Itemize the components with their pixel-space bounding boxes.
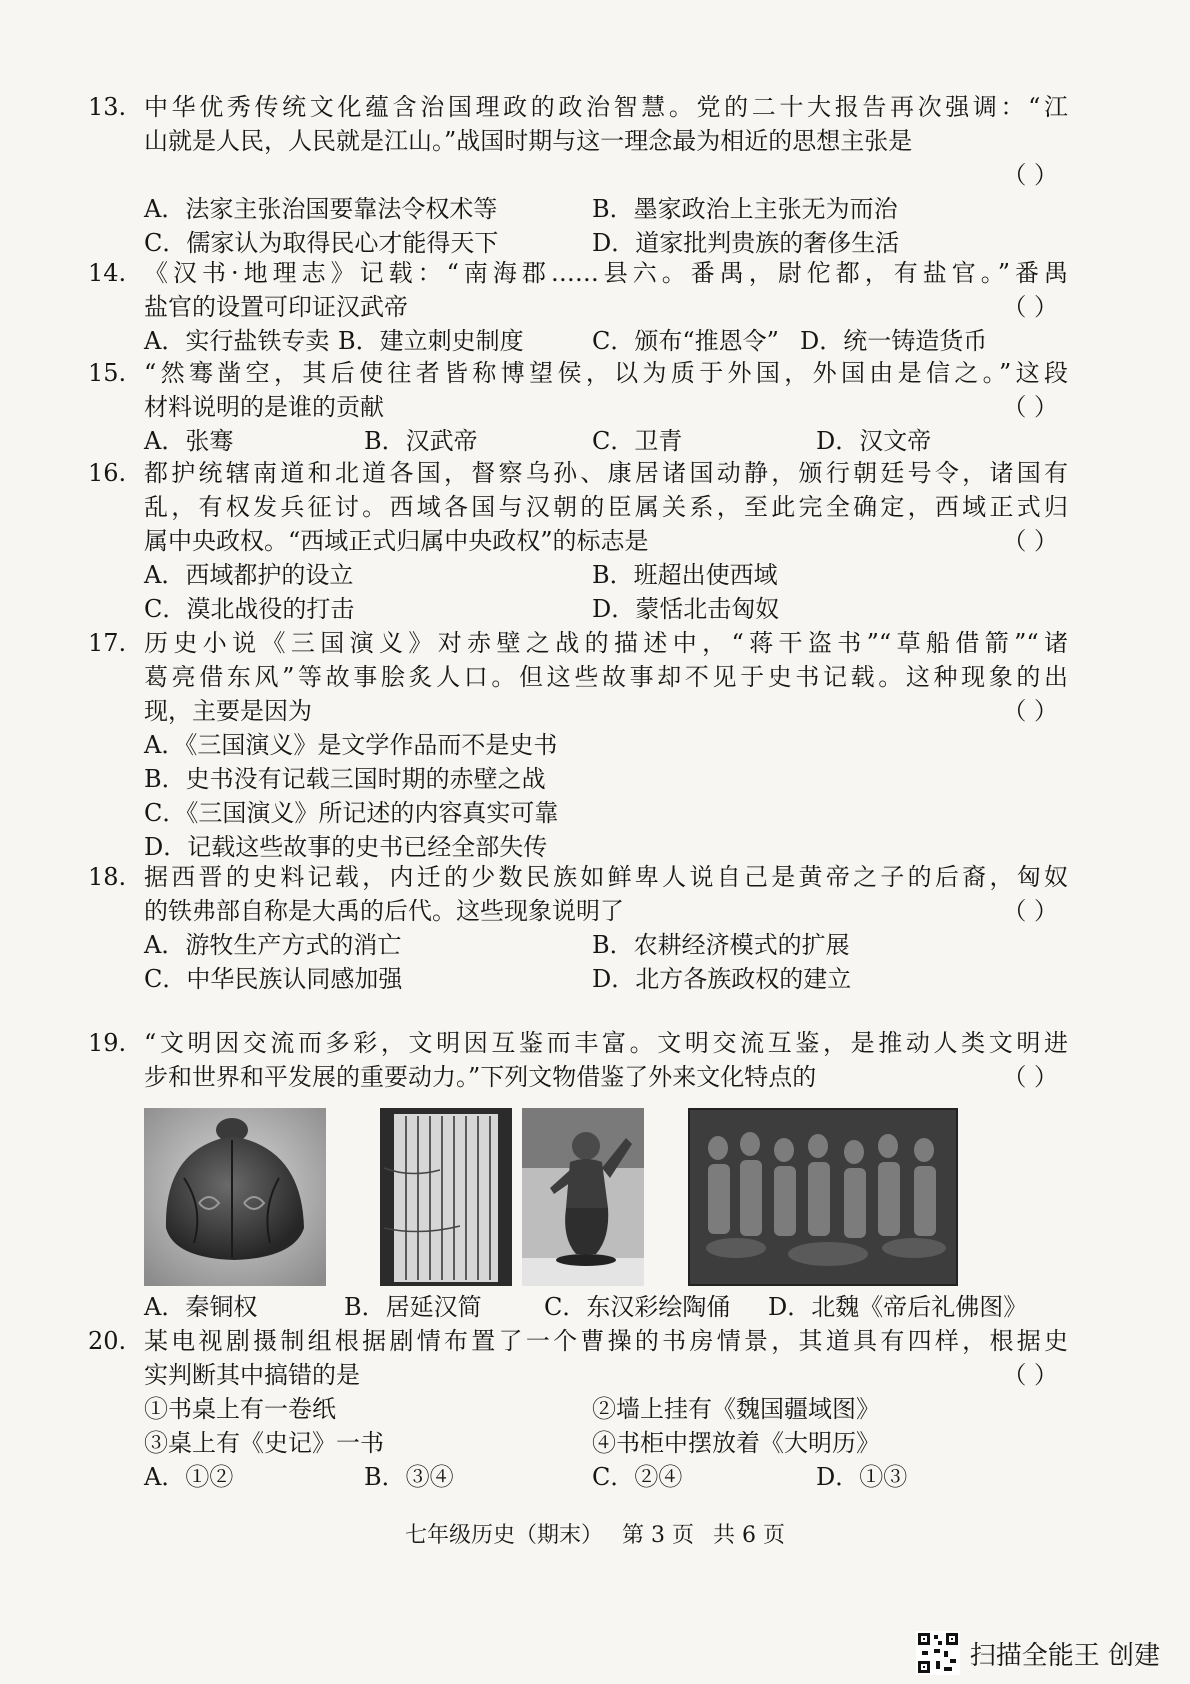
question-number: 17. bbox=[88, 629, 127, 657]
option-c: C．漠北战役的打击 bbox=[144, 595, 355, 623]
option-d: D．北魏《帝后礼佛图》 bbox=[768, 1293, 1028, 1321]
option-a: A．张骞 bbox=[144, 427, 234, 455]
option-d: D．北方各族政权的建立 bbox=[592, 965, 852, 993]
option-d: D．蒙恬北击匈奴 bbox=[592, 595, 780, 623]
answer-blank: （ ） bbox=[1002, 1361, 1058, 1389]
question-text: 历史小说《三国演义》对赤壁之战的描述中，“蒋干盗书”“草船借箭”“诸 bbox=[144, 629, 1068, 657]
question-number: 18. bbox=[88, 863, 127, 891]
option-b: B．居延汉简 bbox=[344, 1293, 482, 1321]
answer-blank: （ ） bbox=[1002, 697, 1058, 725]
photo-northern-wei-relief bbox=[688, 1108, 958, 1286]
question-number: 20. bbox=[88, 1327, 127, 1355]
option-a: A．实行盐铁专卖 bbox=[144, 327, 330, 355]
question-14 bbox=[88, 256, 1068, 358]
photo-eastern-han-pottery-figurine bbox=[522, 1108, 644, 1286]
statement-4: ④书柜中摆放着《大明历》 bbox=[592, 1429, 880, 1457]
question-text: 现，主要是因为 bbox=[144, 697, 312, 725]
question-15 bbox=[88, 356, 1068, 458]
option-b: B．墨家政治上主张无为而治 bbox=[592, 195, 898, 223]
option-d: D．①③ bbox=[816, 1463, 908, 1491]
answer-blank: （ ） bbox=[1002, 393, 1058, 421]
scanner-watermark bbox=[916, 1630, 1160, 1676]
question-text: 葛亮借东风”等故事脍炙人口。但这些故事却不见于史书记载。这种现象的出 bbox=[144, 663, 1068, 691]
answer-blank: （ ） bbox=[1002, 1063, 1058, 1091]
answer-blank: （ ） bbox=[1002, 897, 1058, 925]
photo-qin-bronze-weight bbox=[144, 1108, 326, 1286]
question-number: 16. bbox=[88, 459, 127, 487]
answer-blank: （ ） bbox=[1002, 293, 1058, 321]
answer-blank: （ ） bbox=[1002, 527, 1058, 555]
question-text: 实判断其中搞错的是 bbox=[144, 1361, 360, 1389]
option-b: B．汉武帝 bbox=[364, 427, 478, 455]
option-b: B．③④ bbox=[364, 1463, 454, 1491]
page-footer bbox=[0, 1518, 1190, 1549]
question-text: “文明因交流而多彩，文明因互鉴而丰富。文明交流互鉴，是推动人类文明进 bbox=[144, 1029, 1068, 1057]
question-number: 13. bbox=[88, 93, 127, 121]
question-text: 《汉书·地理志》记载：“南海郡……县六。番禺，尉佗都，有盐官。”番禺 bbox=[144, 259, 1068, 287]
footer-subject: 七年级历史（期末） bbox=[405, 1523, 604, 1548]
statement-3: ③桌上有《史记》一书 bbox=[144, 1429, 384, 1457]
question-20 bbox=[88, 1324, 1068, 1494]
question-19 bbox=[88, 1026, 1068, 1094]
question-text: 属中央政权。“西域正式归属中央政权”的标志是 bbox=[144, 527, 649, 555]
option-b: B．农耕经济模式的扩展 bbox=[592, 931, 850, 959]
option-a: A．①② bbox=[144, 1463, 234, 1491]
option-c: C．中华民族认同感加强 bbox=[144, 965, 403, 993]
option-c: C．《三国演义》所记述的内容真实可靠 bbox=[144, 799, 559, 827]
option-b: B．班超出使西域 bbox=[592, 561, 778, 589]
statement-1: ①书桌上有一卷纸 bbox=[144, 1395, 336, 1423]
question-number: 14. bbox=[88, 259, 127, 287]
question-text: 的铁弗部自称是大禹的后代。这些现象说明了 bbox=[144, 897, 624, 925]
question-text: “然骞凿空，其后使往者皆称博望侯，以为质于外国，外国由是信之。”这段 bbox=[144, 359, 1068, 387]
question-text: 乱，有权发兵征讨。西域各国与汉朝的臣属关系，至此完全确定，西域正式归 bbox=[144, 493, 1068, 521]
question-13 bbox=[88, 90, 1068, 260]
question-text: 材料说明的是谁的贡献 bbox=[144, 393, 384, 421]
artifact-photos bbox=[144, 1108, 1044, 1288]
question-text: 盐官的设置可印证汉武帝 bbox=[144, 293, 408, 321]
question-text: 中华优秀传统文化蕴含治国理政的政治智慧。党的二十大报告再次强调：“江 bbox=[144, 93, 1068, 121]
option-c: C．儒家认为取得民心才能得天下 bbox=[144, 229, 499, 257]
option-d: D．记载这些故事的史书已经全部失传 bbox=[144, 833, 548, 861]
question-number: 15. bbox=[88, 359, 127, 387]
footer-total-pages: 共 6 页 bbox=[713, 1523, 785, 1548]
photo-juyan-bamboo-slips bbox=[380, 1108, 512, 1286]
footer-page-number: 第 3 页 bbox=[622, 1523, 694, 1548]
option-a: A．游牧生产方式的消亡 bbox=[144, 931, 402, 959]
question-16 bbox=[88, 456, 1068, 626]
option-a: A．《三国演义》是文学作品而不是史书 bbox=[144, 731, 558, 759]
answer-blank: （ ） bbox=[1002, 161, 1058, 189]
question-text: 都护统辖南道和北道各国，督察乌孙、康居诸国动静，颁行朝廷号令，诸国有 bbox=[144, 459, 1068, 487]
option-a: A．法家主张治国要靠法令权术等 bbox=[144, 195, 498, 223]
statement-2: ②墙上挂有《魏国疆域图》 bbox=[592, 1395, 880, 1423]
option-d: D．道家批判贵族的奢侈生活 bbox=[592, 229, 900, 257]
question-text: 据西晋的史料记载，内迁的少数民族如鲜卑人说自己是黄帝之子的后裔，匈奴 bbox=[144, 863, 1068, 891]
question-19-options bbox=[88, 1290, 1068, 1324]
watermark-text: 扫描全能王 创建 bbox=[969, 1640, 1160, 1671]
option-a: A．西域都护的设立 bbox=[144, 561, 354, 589]
question-text: 某电视剧摄制组根据剧情布置了一个曹操的书房情景，其道具有四样，根据史 bbox=[144, 1327, 1068, 1355]
option-d: D．统一铸造货币 bbox=[800, 327, 988, 355]
question-17 bbox=[88, 626, 1068, 864]
option-c: C．卫青 bbox=[592, 427, 683, 455]
option-b: B．建立刺史制度 bbox=[338, 327, 524, 355]
option-a: A．秦铜权 bbox=[144, 1293, 258, 1321]
question-number: 19. bbox=[88, 1029, 127, 1057]
question-text: 步和世界和平发展的重要动力。”下列文物借鉴了外来文化特点的 bbox=[144, 1063, 817, 1091]
option-c: C．东汉彩绘陶俑 bbox=[544, 1293, 731, 1321]
option-b: B．史书没有记载三国时期的赤壁之战 bbox=[144, 765, 546, 793]
option-c: C．颁布“推恩令” bbox=[592, 327, 779, 355]
option-c: C．②④ bbox=[592, 1463, 683, 1491]
option-d: D．汉文帝 bbox=[816, 427, 932, 455]
question-18 bbox=[88, 860, 1068, 996]
qr-code-icon bbox=[916, 1631, 960, 1675]
question-text: 山就是人民，人民就是江山。”战国时期与这一理念最为相近的思想主张是 bbox=[144, 127, 913, 155]
